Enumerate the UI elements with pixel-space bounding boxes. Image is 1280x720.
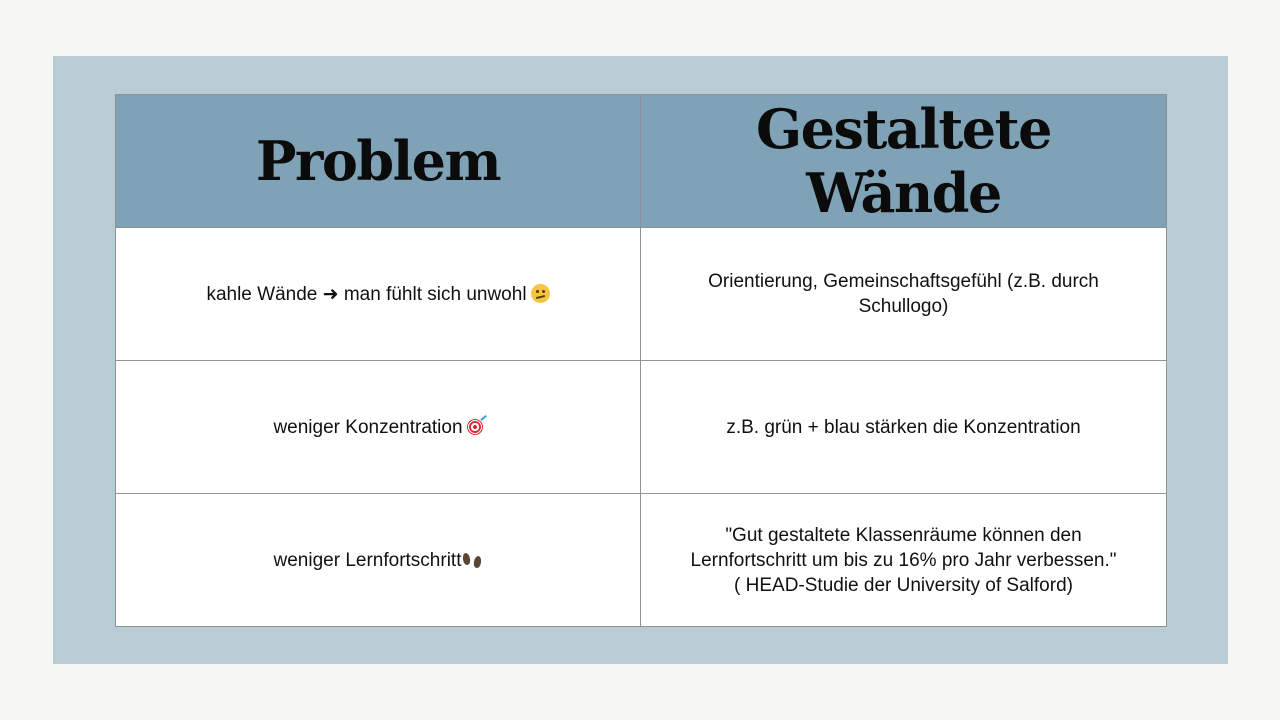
direct-hit-target-icon [467,419,483,435]
solution-line: ( HEAD-Studie der University of Salford) [734,574,1073,596]
solution-line: "Gut gestaltete Klassenräume können den [725,524,1082,546]
problem-cell [116,361,641,494]
solution-cell [641,361,1167,494]
problem-text: kahle Wände ➜ man fühlt sich unwohl [206,283,527,305]
solution-cell [641,228,1167,361]
table-row [116,494,1167,627]
header-gestaltete-waende: Gestaltete Wände [641,95,1167,228]
solution-cell [641,494,1167,627]
header-problem: Problem [116,95,641,228]
problem-cell [116,228,641,361]
problem-cell [116,494,641,627]
footprints-icon [462,551,482,569]
table-header-row [116,95,1167,228]
problem-text: weniger Konzentration [273,416,463,438]
solution-line: Schullogo) [858,296,949,317]
solution-line: Lernfortschritt um bis zu 16% pro Jahr verbessen." [690,549,1117,571]
solution-line: z.B. grün + blau stärken die Konzentration [726,416,1081,438]
problem-text: weniger Lernfortschritt [273,549,462,571]
table-row [116,228,1167,361]
table-row [116,361,1167,494]
comparison-table [115,94,1167,627]
confused-face-icon [531,284,550,303]
solution-line: Orientierung, Gemeinschaftsgefühl (z.B. durch [708,271,1099,292]
